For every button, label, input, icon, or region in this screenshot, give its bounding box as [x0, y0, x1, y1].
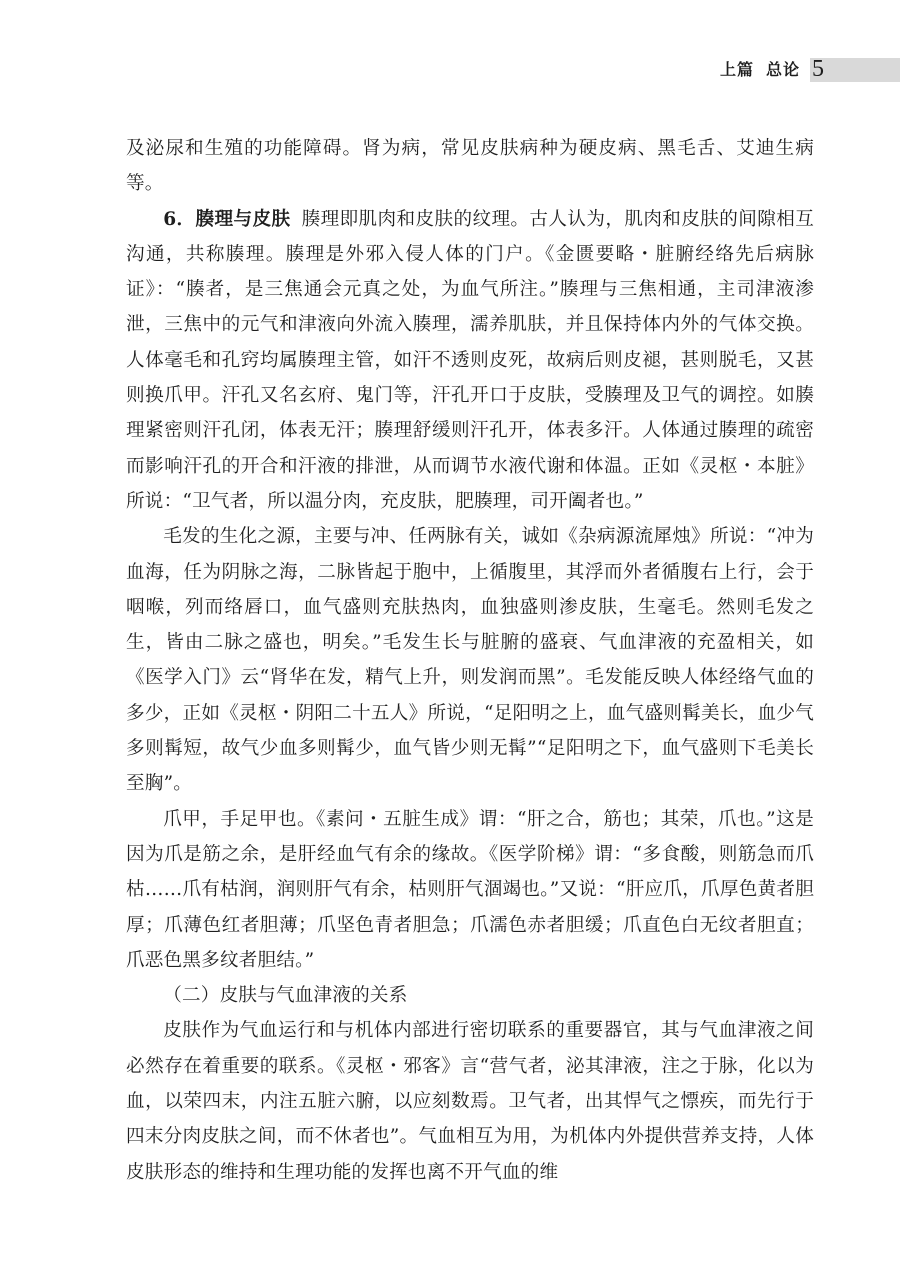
paragraph-4: 爪甲，手足甲也。《素问・五脏生成》谓：“肝之合，筋也；其荣，爪也。”这是因为爪是筋之余，是肝经血气有余的缘故。《医学阶梯》谓：“多食酸，则筋急而爪枯……爪有枯润，润则肝气有余，枯则肝气涸竭也。”又说：“肝应爪，爪厚色黄者胆厚；爪薄色红者胆薄；爪坚色青者胆急；爪濡色赤者胆缓；爪直色白无纹者胆直；爪恶色黑多纹者胆结。” [126, 808, 814, 971]
running-header [0, 58, 900, 84]
paragraph-2 [126, 202, 814, 520]
paragraph-5: 皮肤作为气血运行和与机体内部进行密切联系的重要器官，其与气血津液之间必然存在着重要的联系。《灵枢・邪客》言“营气者，泌其津液，注之于脉，化以为血，以荣四末，内注五脏六腑，以应刻数焉。卫气者，出其悍气之慓疾，而先行于四末分肉皮肤之间，而不休者也”。气血相互为用，为机体内外提供营养支持，人体皮肤形态的维持和生理功能的发挥也离不开气血的维 [126, 1020, 814, 1183]
paragraph-3: 毛发的生化之源，主要与冲、任两脉有关，诚如《杂病源流犀烛》所说：“冲为血海，任为阴脉之海，二脉皆起于胞中，上循腹里，其浮而外者循腹右上行，会于咽喉，列而络唇口，血气盛则充肤热肉，血独盛则渗皮肤，生毫毛。然则毛发之生，皆由二脉之盛也，明矣。”毛发生长与脏腑的盛衰、气血津液的充盈相关，如《医学入门》云“肾华在发，精气上升，则发润而黑”。毛发能反映人体经络气血的多少，正如《灵枢・阴阳二十五人》所说，“足阳明之上，血气盛则髯美长，血少气多则髯短，故气少血多则髯少，血气皆少则无髯”“足阳明之下，血气盛则下毛美长至胸”。 [126, 526, 814, 795]
header-part: 上篇 [719, 60, 754, 79]
header-title [720, 59, 800, 81]
header-section: 总论 [765, 60, 800, 79]
page-body [126, 131, 814, 1190]
paragraph-1: 及泌尿和生殖的功能障碍。肾为病，常见皮肤病种为硬皮病、黑毛舌、艾迪生病等。 [126, 138, 814, 195]
paragraph-2-body: 腠理即肌肉和皮肤的纹理。古人认为，肌肉和皮肤的间隙相互沟通，共称腠理。腠理是外邪入侵人体的门户。《金匮要略・脏腑经络先后病脉证》：“腠者，是三焦通会元真之处，为血气所注。”腠理与三焦相通，主司津液渗泄，三焦中的元气和津液向外流入腠理，濡养肌肤，并且保持体内外的气体交换。人体毫毛和孔窍均属腠理主管，如汗不透则皮死，故病后则皮褪，甚则脱毛，又甚则换爪甲。汗孔又名玄府、鬼门等，汗孔开口于皮肤，受腠理及卫气的调控。如腠理紧密则汗孔闭，体表无汗；腠理舒缓则汗孔开，体表多汗。人体通过腠理的疏密而影响汗孔的开合和汗液的排泄，从而调节水液代谢和体温。正如《灵枢・本脏》所说：“卫气者，所以温分肉，充皮肤，肥腠理，司开阖者也。” [126, 208, 814, 512]
subsection-heading: （二）皮肤与气血津液的关系 [163, 985, 408, 1007]
page-number: 5 [812, 56, 824, 82]
section-heading-6: 6．腠理与皮肤 [163, 208, 291, 230]
